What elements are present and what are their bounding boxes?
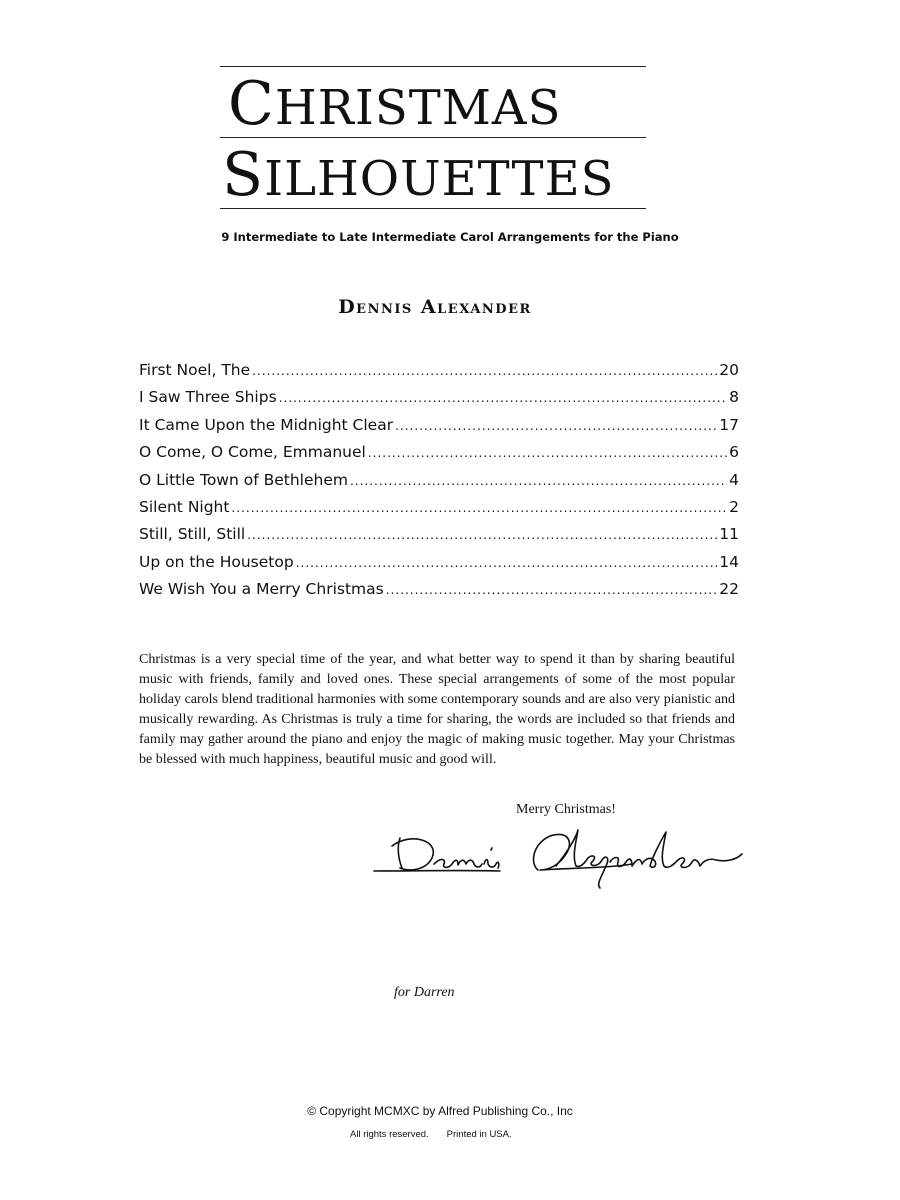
toc-entry-page: 8 [729,388,739,407]
toc-leader-dots [231,501,727,515]
dedication: for Darren [394,985,455,1000]
signature-image [370,824,745,890]
toc-entry-page: 14 [719,552,739,571]
author-name: Dennis Alexander [338,296,532,318]
printed-in: Printed in USA. [446,1129,512,1140]
toc-entry [139,388,739,415]
toc-entry-page: 22 [719,580,739,599]
toc-entry-page: 4 [729,470,739,489]
toc-entry-title: First Noel, The [139,361,251,379]
toc-entry-page: 11 [719,525,739,544]
toc-leader-dots [252,364,717,378]
toc-entry-title: Up on the Housetop [139,552,294,571]
title-block [220,66,646,212]
title-line-2 [222,140,615,210]
toc-leader-dots [296,556,718,570]
toc-leader-dots [247,528,717,542]
closing-line: Merry Christmas! [516,802,616,817]
title-line-1 [228,69,562,139]
title-rule-bottom [220,208,646,209]
toc-entry-page: 20 [719,361,739,379]
title-line-1-rest: HRISTMAS [274,80,562,136]
title-rule-middle [220,137,646,138]
toc-entry-title: It Came Upon the Midnight Clear [139,415,394,434]
title-line-1-initial: C [228,69,275,139]
subtitle: 9 Intermediate to Late Intermediate Carol Arrangements for the Piano [221,230,679,244]
toc-entry [139,580,739,607]
title-line-2-initial: S [222,140,265,210]
toc-entry-page: 2 [729,497,739,516]
toc-entry-title: Silent Night [139,497,230,516]
toc-entry-title: O Little Town of Bethlehem [139,470,348,489]
toc-entry [139,416,739,443]
toc-entry [139,525,739,552]
toc-entry-title: Still, Still, Still [139,525,246,544]
toc-entry [139,361,739,388]
toc-leader-dots [350,474,727,488]
toc-entry-title: I Saw Three Ships [139,388,277,407]
toc-entry [139,443,739,470]
toc-entry [139,498,739,525]
toc-leader-dots [368,446,727,460]
title-rule-top [220,66,646,67]
toc-entry-title: O Come, O Come, Emmanuel [139,443,366,462]
toc-entry [139,553,739,580]
table-of-contents [139,361,739,608]
copyright-notice: © Copyright MCMXC by Alfred Publishing Co., Inc [307,1104,573,1118]
toc-leader-dots [279,391,727,405]
toc-entry-title: We Wish You a Merry Christmas [139,580,384,599]
toc-entry-page: 17 [719,415,739,434]
rights-line [350,1129,512,1140]
toc-entry [139,471,739,498]
intro-paragraph: Christmas is a very special time of the year, and what better way to spend it than by sharing beautiful music with friends, family and loved ones. These special arrangements of some of the most popular holiday carols blend traditional harmonies with some contemporary sounds and are also very pianistic and musically rewarding. As Christmas is truly a time for sharing, the words are included so that friends and family may gather around the piano and enjoy the magic of making music together. May your Christmas be blessed with much happiness, beautiful music and good will. [139,652,735,767]
rights-reserved: All rights reserved. [350,1129,429,1140]
toc-leader-dots [395,419,717,433]
toc-leader-dots [386,583,718,597]
toc-entry-page: 6 [729,443,739,462]
title-line-2-rest: ILHOUETTES [264,151,615,207]
